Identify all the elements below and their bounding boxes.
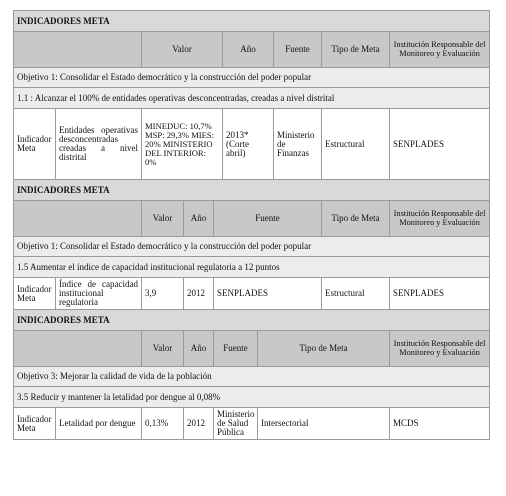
indicator-name-cell: Entidades operativas desconcentradas creadas a nivel distrital (56, 109, 142, 180)
column-header-fuente: Fuente (214, 331, 258, 367)
column-header-tipo: Tipo de Meta (322, 32, 390, 68)
indicator-type-cell: Indicador Meta (14, 109, 56, 180)
goal-type-cell: Intersectorial (258, 408, 390, 440)
objective-row: Objetivo 1: Consolidar el Estado democrático y la construcción del poder popular (14, 68, 490, 88)
table-header: INDICADORES META (14, 180, 490, 201)
indicator-type-cell: Indicador Meta (14, 408, 56, 440)
value-cell: 0,13% (142, 408, 184, 440)
indicators-table-1 (13, 10, 490, 180)
source-cell: Ministerio de Salud Pública (214, 408, 258, 440)
column-header-institucion: Institución Responsable del Monitoreo y Evaluación (390, 32, 490, 68)
column-header-anio: Año (223, 32, 274, 68)
year-cell: 2013* (Corte abril) (223, 109, 274, 180)
sub-objective-row: 3.5 Reducir y mantener la letalidad por dengue al 0,08% (14, 387, 490, 408)
indicators-table-3 (13, 309, 490, 440)
column-header-anio: Año (184, 331, 214, 367)
institution-cell: SENPLADES (390, 109, 490, 180)
value-cell: MINEDUC: 10,7% MSP: 29,3% MIES: 20% MINISTERIO DEL INTERIOR: 0% (142, 109, 223, 180)
column-header-institucion: Institución Responsable del Monitoreo y Evaluación (390, 331, 490, 367)
column-header-valor: Valor (142, 201, 184, 237)
indicator-name-cell: Índice de capacidad institucional regulatoria (56, 278, 142, 310)
year-cell: 2012 (184, 408, 214, 440)
objective-row: Objetivo 1: Consolidar el Estado democrático y la construcción del poder popular (14, 237, 490, 257)
indicators-document (13, 10, 489, 440)
column-header-valor: Valor (142, 32, 223, 68)
indicator-type-cell: Indicador Meta (14, 278, 56, 310)
institution-cell: MCDS (390, 408, 490, 440)
column-header-fuente: Fuente (274, 32, 322, 68)
value-cell: 3,9 (142, 278, 184, 310)
column-header-blank (14, 201, 142, 237)
source-cell: Ministerio de Finanzas (274, 109, 322, 180)
year-cell: 2012 (184, 278, 214, 310)
column-header-institucion: Institución Responsable del Monitoreo y Evaluación (390, 201, 490, 237)
column-header-blank (14, 32, 142, 68)
column-header-anio: Año (184, 201, 214, 237)
institution-cell: SENPLADES (390, 278, 490, 310)
goal-type-cell: Estructural (322, 109, 390, 180)
table-header: INDICADORES META (14, 11, 490, 32)
objective-row: Objetivo 3: Mejorar la calidad de vida de la población (14, 367, 490, 387)
source-cell: SENPLADES (214, 278, 322, 310)
goal-type-cell: Estructural (322, 278, 390, 310)
sub-objective-row: 1.5 Aumentar el índice de capacidad institucional regulatoria a 12 puntos (14, 257, 490, 278)
sub-objective-row: 1.1 : Alcanzar el 100% de entidades operativas desconcentradas, creadas a nivel distrital (14, 88, 490, 109)
column-header-blank (14, 331, 142, 367)
table-header: INDICADORES META (14, 310, 490, 331)
column-header-valor: Valor (142, 331, 184, 367)
column-header-tipo: Tipo de Meta (258, 331, 390, 367)
column-header-tipo: Tipo de Meta (322, 201, 390, 237)
indicator-name-cell: Letalidad por dengue (56, 408, 142, 440)
indicators-table-2 (13, 179, 490, 310)
column-header-fuente: Fuente (214, 201, 322, 237)
